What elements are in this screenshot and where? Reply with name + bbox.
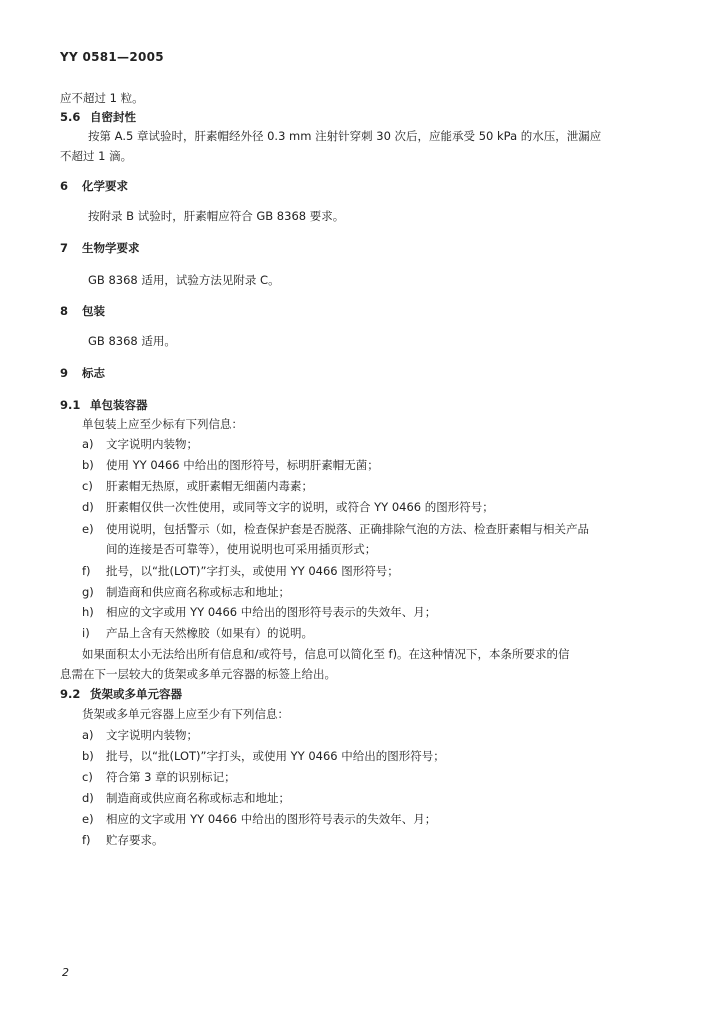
paragraph-line: GB 8368 适用。 — [88, 334, 176, 348]
section-number: 5.6 — [60, 110, 81, 124]
section-number: 6 — [60, 179, 69, 193]
list-text: 批号，以“批(LOT)”字打头，或使用 YY 0466 图形符号； — [106, 564, 399, 578]
list-label: c) — [82, 479, 93, 493]
list-text: 使用说明，包括警示（如，检查保护套是否脱落、正确排除气泡的方法、检查肝素帽与相关产品 — [106, 522, 589, 536]
list-item — [82, 769, 236, 785]
section-9-1-heading — [60, 397, 148, 413]
page-number: 2 — [62, 966, 69, 979]
list-label: i) — [82, 626, 90, 640]
list-label: a) — [82, 437, 94, 451]
list-label: h) — [82, 605, 94, 619]
list-label: b) — [82, 458, 94, 472]
list-label: d) — [82, 791, 94, 805]
list-item — [82, 604, 436, 620]
list-label: f) — [82, 833, 91, 847]
list-item — [82, 478, 313, 494]
list-text: 使用 YY 0466 中给出的图形符号，标明肝素帽无菌； — [106, 458, 379, 472]
list-text: 贮存要求。 — [106, 833, 164, 847]
list-label: d) — [82, 500, 94, 514]
paragraph-line: 如果面积太小无法给出所有信息和/或符号，信息可以简化至 f)。在这种情况下，本条所要求的信 — [82, 647, 570, 661]
list-item — [82, 811, 436, 827]
paragraph-line: 息需在下一层较大的货架或多单元容器的标签上给出。 — [60, 667, 336, 681]
list-item — [82, 436, 198, 452]
section-title: 化学要求 — [82, 179, 128, 193]
list-text: 制造商和供应商名称或标志和地址； — [106, 585, 290, 599]
list-item — [82, 748, 445, 764]
list-label: g) — [82, 585, 94, 599]
list-text: 符合第 3 章的识别标记； — [106, 770, 236, 784]
list-text: 肝素帽仅供一次性使用，或同等文字的说明，或符合 YY 0466 的图形符号； — [106, 500, 494, 514]
section-title: 生物学要求 — [82, 241, 140, 255]
section-7-heading — [60, 240, 140, 256]
list-label: b) — [82, 749, 94, 763]
section-number: 8 — [60, 304, 69, 318]
list-text: 产品上含有天然橡胶（如果有）的说明。 — [106, 626, 313, 640]
paragraph-line: GB 8368 适用，试验方法见附录 C。 — [88, 273, 280, 287]
section-title: 自密封性 — [90, 110, 136, 124]
list-label: e) — [82, 812, 94, 826]
section-number: 9 — [60, 366, 69, 380]
list-item — [82, 625, 313, 641]
section-number: 9.2 — [60, 687, 81, 701]
section-5-6-heading — [60, 109, 136, 125]
list-text: 肝素帽无热原，或肝素帽无细菌内毒素； — [106, 479, 313, 493]
section-9-2-heading — [60, 686, 182, 702]
section-number: 7 — [60, 241, 69, 255]
section-title: 包装 — [82, 304, 105, 318]
list-label: c) — [82, 770, 93, 784]
list-label: f) — [82, 564, 91, 578]
section-title: 货架或多单元容器 — [90, 687, 182, 701]
list-item — [82, 727, 198, 743]
list-text: 文字说明内装物； — [106, 437, 198, 451]
list-text: 相应的文字或用 YY 0466 中给出的图形符号表示的失效年、月； — [106, 605, 437, 619]
paragraph-line: 不超过 1 滴。 — [60, 149, 133, 163]
list-item — [82, 832, 164, 848]
paragraph-line: 单包装上应至少标有下列信息： — [82, 417, 243, 431]
section-8-heading — [60, 303, 105, 319]
list-text: 批号，以“批(LOT)”字打头，或使用 YY 0466 中给出的图形符号； — [106, 749, 445, 763]
list-item — [82, 521, 589, 537]
paragraph-line: 按第 A.5 章试验时，肝素帽经外径 0.3 mm 注射针穿刺 30 次后，应能承受 50 kPa 的水压，泄漏应 — [88, 129, 602, 143]
list-text: 相应的文字或用 YY 0466 中给出的图形符号表示的失效年、月； — [106, 812, 437, 826]
paragraph-line: 按附录 B 试验时，肝素帽应符合 GB 8368 要求。 — [88, 209, 345, 223]
section-title: 标志 — [82, 366, 105, 380]
list-item — [82, 563, 399, 579]
list-item — [82, 584, 290, 600]
list-item — [82, 790, 290, 806]
list-item — [82, 457, 379, 473]
section-number: 9.1 — [60, 398, 81, 412]
standard-code-header: YY 0581—2005 — [60, 50, 164, 64]
section-6-heading — [60, 178, 128, 194]
continuation-line: 应不超过 1 粒。 — [60, 91, 144, 105]
list-label: e) — [82, 522, 94, 536]
list-label: a) — [82, 728, 94, 742]
list-item — [82, 499, 494, 515]
list-text: 制造商或供应商名称或标志和地址； — [106, 791, 290, 805]
section-title: 单包装容器 — [90, 398, 148, 412]
list-item-continuation: 间的连接是否可靠等），使用说明也可采用插页形式； — [106, 542, 377, 556]
list-text: 文字说明内装物； — [106, 728, 198, 742]
section-9-heading — [60, 365, 105, 381]
paragraph-line: 货架或多单元容器上应至少有下列信息： — [82, 707, 289, 721]
